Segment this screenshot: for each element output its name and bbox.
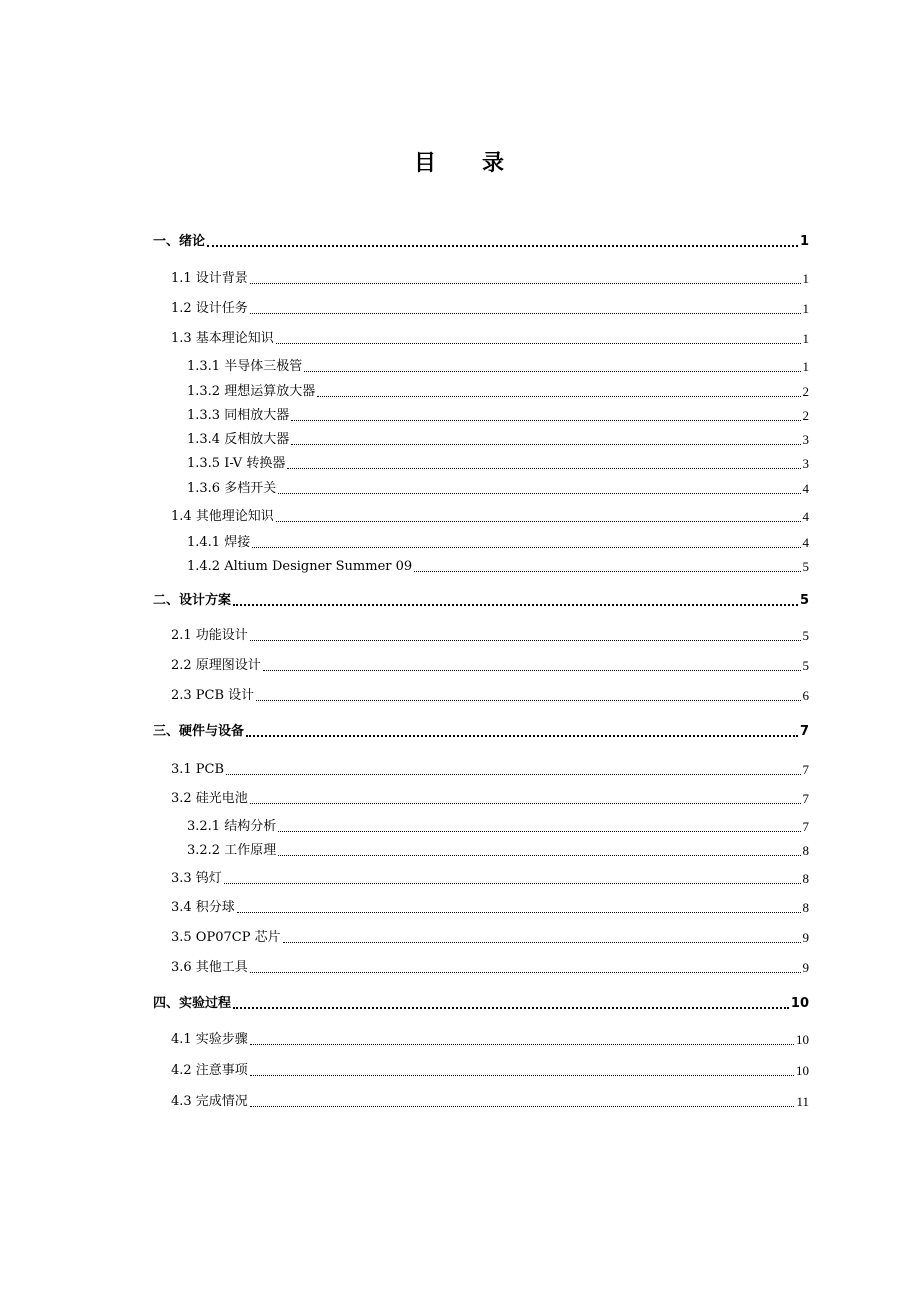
toc-entry[interactable] (187, 454, 809, 474)
toc-entry-page-number: 9 (802, 960, 809, 975)
toc-entry-title: 4.2 注意事项 (171, 1063, 248, 1078)
toc-entry[interactable] (171, 869, 809, 889)
toc-dot-leader (226, 774, 800, 775)
toc-dot-leader (276, 521, 801, 522)
title-part-2: 录 (482, 151, 507, 176)
toc-dot-leader (250, 640, 801, 641)
toc-entry[interactable] (171, 299, 809, 319)
toc-dot-leader (304, 371, 800, 372)
toc-dot-leader (250, 803, 801, 804)
toc-dot-leader (263, 670, 801, 671)
toc-entry[interactable] (153, 994, 809, 1014)
toc-entry[interactable] (153, 722, 809, 742)
toc-entry-page-number: 3 (802, 432, 809, 447)
toc-entry[interactable] (171, 656, 809, 676)
toc-entry-page-number: 10 (790, 996, 809, 1011)
toc-entry-title: 四、实验过程 (153, 996, 232, 1011)
toc-entry[interactable] (187, 557, 809, 577)
toc-entry-page-number: 8 (802, 900, 809, 915)
title-part-1: 目 (413, 151, 438, 176)
toc-entry-page-number: 4 (802, 481, 809, 496)
toc-entry-title: 3.2.1 结构分析 (187, 819, 277, 834)
toc-dot-leader (237, 912, 801, 913)
toc-entry-title: 3.1 PCB (171, 762, 225, 777)
toc-entry-title: 1.2 设计任务 (171, 301, 248, 316)
toc-entry[interactable] (187, 817, 809, 837)
toc-dot-leader (287, 468, 800, 469)
toc-entry[interactable] (171, 1030, 809, 1050)
toc-entry-title: 1.4.2 Altium Designer Summer 09 (187, 559, 413, 574)
toc-entry-page-number: 8 (802, 843, 809, 858)
toc-dot-leader (246, 735, 798, 737)
toc-entry-page-number: 7 (802, 762, 809, 777)
toc-entry-page-number: 2 (802, 408, 809, 423)
toc-entry[interactable] (171, 1061, 809, 1081)
toc-entry[interactable] (187, 382, 809, 402)
toc-dot-leader (414, 571, 800, 572)
toc-entry-title: 1.3.3 同相放大器 (187, 408, 290, 423)
toc-entry-page-number: 4 (802, 535, 809, 550)
toc-entry-title: 2.1 功能设计 (171, 628, 248, 643)
toc-entry[interactable] (171, 1092, 809, 1112)
toc-entry-page-number: 8 (802, 871, 809, 886)
toc-dot-leader (250, 972, 801, 973)
toc-entry-title: 3.3 钨灯 (171, 871, 222, 886)
toc-dot-leader (278, 831, 800, 832)
toc-dot-leader (291, 444, 800, 445)
toc-entry[interactable] (171, 329, 809, 349)
toc-entry-page-number: 10 (796, 1063, 809, 1078)
toc-entry[interactable] (171, 928, 809, 948)
toc-entry-page-number: 4 (802, 509, 809, 524)
toc-dot-leader (250, 1075, 794, 1076)
toc-entry-title: 1.3.2 理想运算放大器 (187, 384, 316, 399)
toc-entry-page-number: 1 (802, 271, 809, 286)
toc-entry-title: 1.3.5 I-V 转换器 (187, 456, 286, 471)
toc-dot-leader (233, 1007, 789, 1009)
toc-entry-title: 4.3 完成情况 (171, 1094, 248, 1109)
toc-entry-title: 2.3 PCB 设计 (171, 688, 255, 703)
toc-entry-title: 3.4 积分球 (171, 900, 235, 915)
toc-entry-title: 4.1 实验步骤 (171, 1032, 248, 1047)
toc-dot-leader (252, 547, 800, 548)
toc-dot-leader (291, 420, 800, 421)
toc-entry-page-number: 11 (796, 1094, 809, 1109)
toc-entry-page-number: 5 (802, 559, 809, 574)
toc-dot-leader (317, 396, 800, 397)
toc-entry-page-number: 7 (799, 724, 809, 739)
toc-entry-page-number: 2 (802, 384, 809, 399)
toc-entry[interactable] (153, 232, 809, 252)
toc-entry-page-number: 6 (802, 688, 809, 703)
toc-entry[interactable] (187, 533, 809, 553)
toc-entry-page-number: 9 (802, 930, 809, 945)
toc-entry-title: 1.3.1 半导体三极管 (187, 359, 303, 374)
toc-entry-title: 1.3 基本理论知识 (171, 331, 274, 346)
toc-dot-leader (250, 1044, 794, 1045)
toc-entry-title: 1.1 设计背景 (171, 271, 248, 286)
toc-entry-title: 一、绪论 (153, 234, 206, 249)
toc-entry[interactable] (171, 958, 809, 978)
toc-entry-title: 1.3.6 多档开关 (187, 481, 277, 496)
toc-entry[interactable] (171, 898, 809, 918)
toc-entry-page-number: 5 (802, 628, 809, 643)
toc-entry-title: 1.4.1 焊接 (187, 535, 251, 550)
toc-entry-page-number: 1 (802, 359, 809, 374)
toc-entry[interactable] (187, 841, 809, 861)
toc-entry[interactable] (171, 760, 809, 780)
toc-entry-page-number: 1 (799, 234, 809, 249)
toc-entry-page-number: 7 (802, 819, 809, 834)
toc-entry-page-number: 1 (802, 331, 809, 346)
toc-dot-leader (256, 700, 800, 701)
toc-entry[interactable] (171, 626, 809, 646)
toc-entry-title: 3.6 其他工具 (171, 960, 248, 975)
toc-dot-leader (250, 1106, 795, 1107)
toc-dot-leader (283, 942, 801, 943)
toc-dot-leader (278, 855, 800, 856)
toc-entry[interactable] (171, 507, 809, 527)
toc-entry-title: 3.5 OP07CP 芯片 (171, 930, 281, 945)
toc-entry[interactable] (187, 357, 809, 377)
toc-dot-leader (207, 245, 798, 247)
toc-entry-page-number: 3 (802, 456, 809, 471)
toc-dot-leader (276, 343, 801, 344)
toc-entry-title: 1.4 其他理论知识 (171, 509, 274, 524)
toc-dot-leader (250, 283, 801, 284)
toc-entry-page-number: 10 (796, 1032, 809, 1047)
toc-entry[interactable] (153, 591, 809, 611)
toc-entry-page-number: 5 (802, 658, 809, 673)
toc-entry-page-number: 7 (802, 791, 809, 806)
toc-entry-title: 3.2 硅光电池 (171, 791, 248, 806)
toc-dot-leader (224, 883, 801, 884)
toc-entry[interactable] (171, 686, 809, 706)
toc-dot-leader (233, 604, 798, 606)
toc-entry[interactable] (171, 789, 809, 809)
toc-entry-title: 3.2.2 工作原理 (187, 843, 277, 858)
toc-entry-title: 二、设计方案 (153, 593, 232, 608)
toc-entry[interactable] (187, 430, 809, 450)
toc-entry-title: 1.3.4 反相放大器 (187, 432, 290, 447)
toc-entry-title: 三、硬件与设备 (153, 724, 245, 739)
toc-entry[interactable] (187, 406, 809, 426)
toc-entry[interactable] (187, 479, 809, 499)
toc-entry[interactable] (171, 269, 809, 289)
toc-entry-page-number: 5 (799, 593, 809, 608)
toc-entry-title: 2.2 原理图设计 (171, 658, 261, 673)
toc-entry-page-number: 1 (802, 301, 809, 316)
toc-dot-leader (250, 313, 801, 314)
toc-dot-leader (278, 493, 800, 494)
